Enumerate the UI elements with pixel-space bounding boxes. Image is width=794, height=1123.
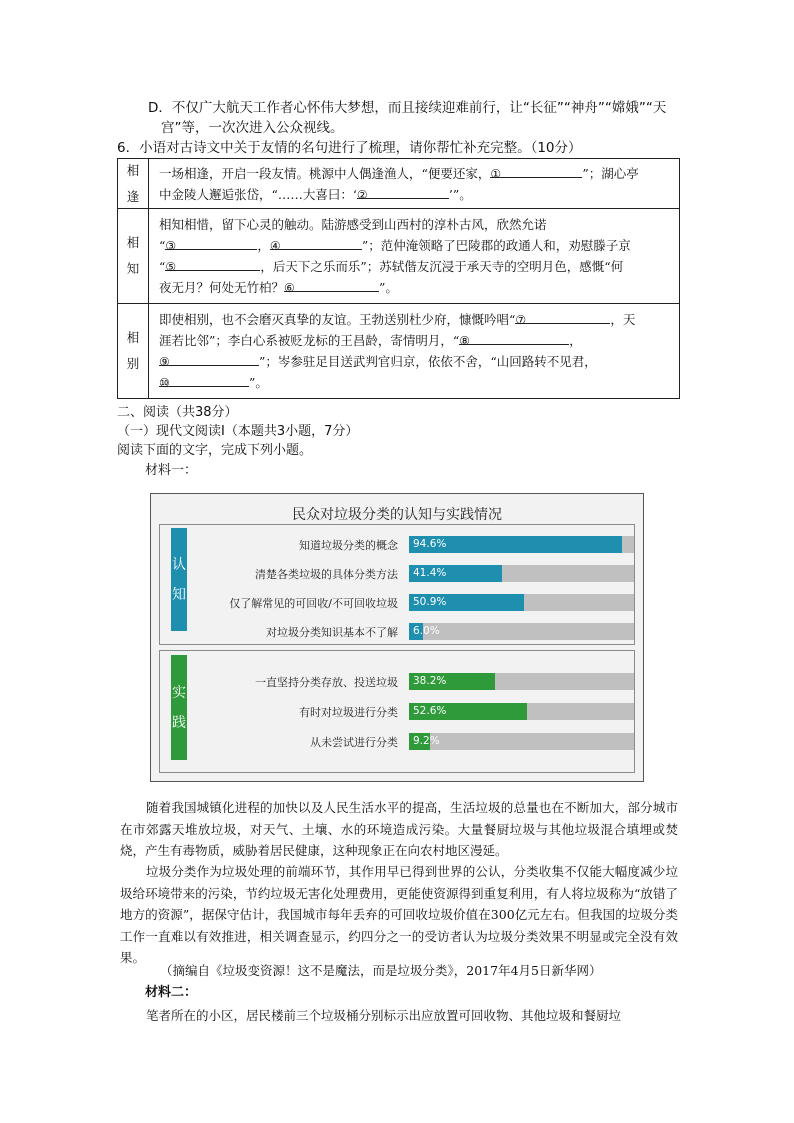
chart-category-label: 一直坚持分类存放、投送垃圾	[255, 676, 398, 689]
blank-number: ⑦	[515, 313, 527, 327]
fill-blank[interactable]	[165, 256, 260, 274]
fill-blank[interactable]	[159, 351, 259, 369]
row-heading-char: 别	[126, 356, 140, 371]
chart-data-label: 38.2%	[413, 675, 447, 687]
chart-bar-track	[409, 703, 634, 720]
content-text: ’”。	[448, 186, 472, 202]
table-row	[118, 209, 680, 304]
paragraph-3: 笔者所在的小区，居民楼前三个垃圾桶分别标示出应放置可回收物、其他垃圾和餐厨垃	[146, 1008, 622, 1023]
chart-title: 民众对垃圾分类的认知与实践情况	[292, 507, 502, 523]
row-heading-char: 知	[126, 261, 140, 276]
content-text: ”。	[379, 280, 398, 295]
content-text: ”。	[249, 375, 268, 390]
blank-number: ①	[490, 166, 502, 181]
chart-group-char: 知	[172, 586, 186, 603]
content-line	[159, 351, 671, 372]
table-row	[118, 304, 680, 399]
fill-blank[interactable]	[515, 309, 610, 327]
content-text: 相知相惜，留下心灵的触动。陆游感受到山西村的淳朴古风，欣然允诺	[159, 217, 547, 232]
chart-data-label: 50.9%	[413, 596, 447, 608]
content-text: ”；范仲淹领略了巴陵郡的政通人和，劝慰滕子京	[361, 238, 631, 253]
chart-bar-track	[409, 594, 634, 611]
chart-group-char: 践	[172, 714, 186, 731]
content-line	[159, 330, 671, 351]
content-text: ”；岑参驻足目送武判官归京，依依不舍，“山回路转不见君，	[259, 354, 597, 369]
content-text: 一场相逢，开启一段友情。桃源中人偶逢渔人，“便要还家，	[159, 165, 491, 181]
material-2-label: 材料二：	[145, 985, 198, 1000]
fill-blank[interactable]	[459, 330, 569, 348]
row-heading-char: 相	[126, 235, 140, 250]
chart-category-label: 有时对垃圾进行分类	[299, 706, 398, 719]
section-2-heading: 二、阅读（共38分）	[117, 405, 238, 420]
table-row	[118, 159, 680, 209]
row-heading	[118, 159, 149, 209]
chart-data-label: 94.6%	[413, 538, 447, 550]
chart-bar-track	[409, 565, 634, 582]
content-line	[159, 309, 671, 330]
row-content	[149, 209, 680, 304]
content-line	[159, 372, 671, 393]
content-line	[159, 184, 671, 205]
fill-blank[interactable]	[159, 372, 249, 390]
blank-number: ⑥	[284, 281, 295, 295]
content-text: 涯若比邻”；李白心系被贬龙标的王昌龄，寄情明月，“	[159, 333, 460, 348]
fill-blank[interactable]	[269, 235, 362, 253]
paragraph-2: 垃圾分类作为垃圾处理的前端环节，其作用早已得到世界的公认，分类收集不仅能大幅度减少垃圾给环境带来的污染，节约垃圾无害化处理费用，更能使资源得到重复利用，有人将垃圾称为“放错了地方的资源”，据保守估计，我国城市每年丢弃的可回收垃圾价值在300亿元左右。但我国的垃圾分类工作一直难以有效推进，相关调查显示，约四分之一的受访者认为垃圾分类效果不明显或完全没有效果。	[120, 864, 678, 965]
row-heading-char: 逢	[126, 188, 140, 204]
content-text: 中金陵人邂逅张岱，“……大喜曰：‘	[159, 186, 357, 202]
blank-number: ③	[165, 239, 177, 253]
chart-group-char: 实	[172, 684, 186, 701]
content-text: ，	[569, 333, 582, 348]
fill-blank[interactable]	[284, 277, 379, 295]
content-text: ，后天下之乐而乐”；苏轼偕友沉浸于承天寺的空明月色，感慨“何	[260, 259, 624, 274]
blank-number: ⑩	[159, 376, 170, 390]
chart-bar-track	[409, 673, 634, 690]
content-line	[159, 235, 671, 256]
row-content	[149, 159, 680, 209]
content-text: 即使相别，也不会磨灭真挚的友谊。王勃送别杜少府，慷慨吟唱“	[159, 312, 516, 327]
content-text: “	[159, 259, 166, 274]
chart-group-char: 认	[172, 556, 186, 573]
chart-panel-cognition	[159, 524, 635, 645]
paragraph-1: 随着我国城镇化进程的加快以及人民生活水平的提高，生活垃圾的总量也在不断加大，部分城市在市郊露天堆放垃圾，对天气、土壤、水的环境造成污染。大量餐厨垃圾与其他垃圾混合填埋或焚烧，产生有毒物质，威胁着居民健康，这种现象正在向农村地区漫延。	[120, 800, 678, 858]
blank-number: ⑨	[159, 355, 170, 369]
chart-group-label	[171, 655, 187, 760]
fill-blank[interactable]	[356, 184, 449, 202]
chart-category-label: 清楚各类垃圾的具体分类方法	[255, 568, 398, 581]
fill-blank[interactable]	[165, 235, 257, 253]
row-heading-char: 相	[126, 162, 140, 178]
content-text: “	[159, 238, 166, 253]
content-text: 夜无月？何处无竹柏？	[159, 280, 285, 295]
chart-category-label: 从未尝试进行分类	[310, 736, 398, 749]
content-line	[159, 256, 671, 277]
content-text: ”；湖心亭	[582, 165, 639, 181]
blank-number: ⑧	[459, 334, 471, 348]
chart-data-label: 41.4%	[413, 567, 447, 579]
content-line	[159, 163, 671, 184]
chart-category-label: 对垃圾分类知识基本不了解	[266, 626, 398, 639]
chart-bar-track	[409, 733, 634, 750]
chart-data-label: 52.6%	[413, 705, 447, 717]
garbage-sorting-chart	[150, 493, 644, 782]
chart-group-label	[171, 528, 187, 631]
row-heading	[118, 304, 149, 399]
chart-category-label: 知道垃圾分类的概念	[299, 539, 398, 552]
option-d-line2: 宫”等，一次次进入公众视线。	[161, 120, 344, 136]
row-heading-char: 相	[126, 330, 140, 345]
fill-blank[interactable]	[490, 163, 582, 181]
row-heading	[118, 209, 149, 304]
blank-number: ④	[269, 239, 281, 253]
content-text: ，天	[610, 312, 636, 327]
content-text: ，	[257, 238, 270, 253]
row-content	[149, 304, 680, 399]
blank-number: ⑤	[165, 260, 177, 274]
chart-panel-practice	[159, 650, 635, 773]
chart-bar-track	[409, 623, 634, 640]
material-1-label: 材料一：	[145, 463, 198, 478]
source-citation: （摘编自《垃圾变资源！这不是魔法，而是垃圾分类》，2017年4月5日新华网）	[160, 963, 602, 978]
chart-data-label: 6.0%	[413, 625, 440, 637]
chart-bar-track	[409, 536, 634, 553]
content-line	[159, 214, 671, 235]
option-d-line1: D．不仅广大航天工作者心怀伟大梦想，而且接续迎难前行，让“长征”“神舟”“嫦娥”“天	[148, 100, 667, 116]
blank-number: ②	[356, 187, 368, 202]
chart-category-label: 仅了解常见的可回收/不可回收垃圾	[229, 597, 398, 610]
question-6: 6．小语对古诗文中关于友情的名句进行了梳理，请你帮忙补充完整。（10分）	[117, 140, 582, 156]
friendship-table	[117, 158, 680, 399]
content-line	[159, 277, 671, 298]
section-2-1-heading: （一）现代文阅读Ⅰ（本题共3小题，7分）	[117, 424, 359, 439]
chart-data-label: 9.2%	[413, 735, 440, 747]
reading-instruction: 阅读下面的文字，完成下列小题。	[117, 443, 313, 458]
